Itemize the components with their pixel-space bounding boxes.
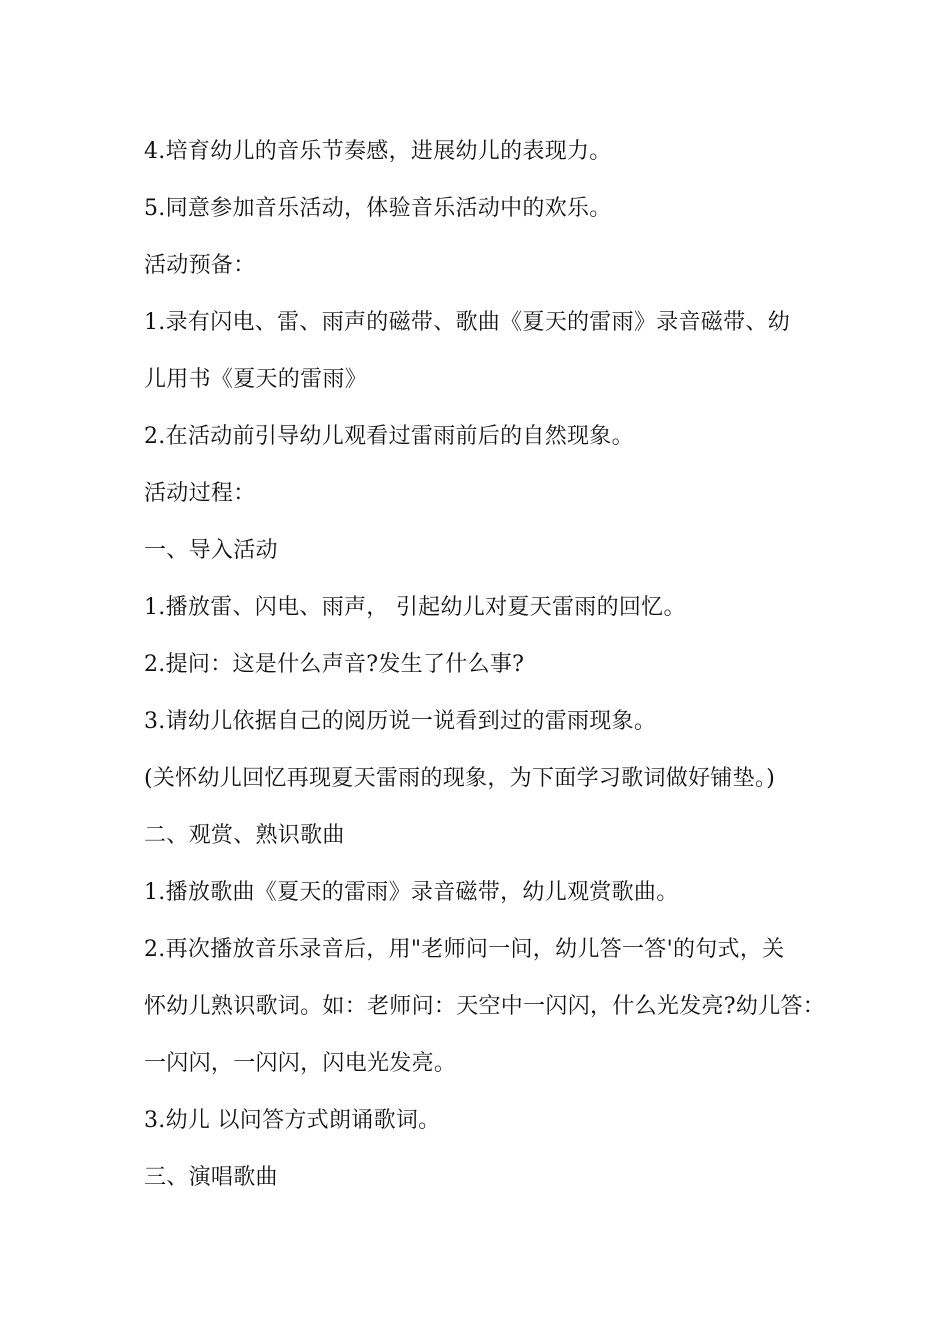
section-heading-process: 活动过程： <box>144 481 256 506</box>
step-2-item-1: 1.播放歌曲《夏天的雷雨》录音磁带，幼儿观赏歌曲。 <box>144 880 679 905</box>
step-1-note: (关怀幼儿回忆再现夏天雷雨的现象，为下面学习歌词做好铺垫。) <box>144 766 776 791</box>
step-2-item-2-continued-2: 一闪闪，一闪闪，闪电光发亮。 <box>144 1051 457 1076</box>
step-1-item-2: 2.提问：这是什么声音?发生了什么事? <box>144 652 525 677</box>
step-1-item-1: 1.播放雷、闪电、雨声， 引起幼儿对夏天雷雨的回忆。 <box>144 595 686 620</box>
preparation-item-1-continued: 儿用书《夏天的雷雨》 <box>144 367 368 392</box>
step-2-item-2: 2.再次播放音乐录音后，用"老师问一问，幼儿答一答'的句式，关 <box>144 937 785 962</box>
step-2-item-2-continued: 怀幼儿熟识歌词。如：老师问：天空中一闪闪，什么光发亮?幼儿答： <box>144 994 826 1019</box>
step-heading-2: 二、观赏、熟识歌曲 <box>144 823 345 848</box>
step-2-item-3: 3.幼儿 以问答方式朗诵歌词。 <box>144 1108 441 1133</box>
goal-item-4: 4.培育幼儿的音乐节奏感，进展幼儿的表现力。 <box>144 139 612 164</box>
step-heading-1: 一、导入活动 <box>144 538 278 563</box>
section-heading-preparation: 活动预备： <box>144 253 256 278</box>
step-1-item-3: 3.请幼儿依据自己的阅历说一说看到过的雷雨现象。 <box>144 709 657 734</box>
goal-item-5: 5.同意参加音乐活动，体验音乐活动中的欢乐。 <box>144 196 612 221</box>
step-heading-3: 三、演唱歌曲 <box>144 1165 278 1190</box>
preparation-item-2: 2.在活动前引导幼儿观看过雷雨前后的自然现象。 <box>144 424 634 449</box>
preparation-item-1: 1.录有闪电、雷、雨声的磁带、歌曲《夏天的雷雨》录音磁带、幼 <box>144 310 790 335</box>
